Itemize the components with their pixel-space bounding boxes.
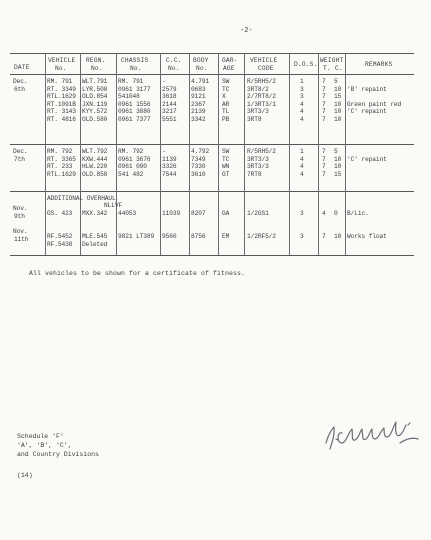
table-cell-t: 7 [322, 233, 326, 240]
table-cell-c: 10 [334, 233, 342, 240]
schedule-country: and Country Divisions [17, 451, 99, 458]
header-garage-age: AGE [223, 65, 235, 72]
table-cell-code: 1/2RF5/2 [247, 233, 276, 240]
table-cell-cc: 5551 [162, 116, 177, 123]
column-divider [244, 53, 245, 255]
header-body: BODY [193, 57, 209, 64]
table-cell-body: 7330 [191, 163, 206, 171]
header-chassis: CHASSIS [121, 57, 149, 64]
table-cell-body: 2367 [191, 100, 206, 108]
table-cell-chassis: 9821 LT389 [118, 233, 155, 240]
table-bottom-rule [10, 255, 414, 256]
table-cell-code: R/5RH5/2 [247, 78, 276, 85]
table-cell-dos: 3 [300, 85, 304, 93]
table-cell-regn: KYY.572 [82, 108, 108, 116]
table-cell-regn: MLE.545 [82, 233, 108, 240]
table-cell-cc: 7544 [162, 170, 177, 178]
table-cell-veh: RTL.1629 [47, 93, 76, 101]
table-cell-c: 15 [334, 170, 342, 178]
table-cell-code: 3RT8 [247, 116, 262, 123]
table-cell-regn: OLD.580 [82, 116, 108, 123]
table-cell-regn: JXN.119 [82, 100, 108, 108]
header-cc: C.C. [166, 57, 182, 64]
table-cell-body: 0683 [191, 85, 206, 93]
header-weight: WEIGHT [320, 57, 344, 64]
table-cell-code: 2/7RT8/2 [247, 93, 276, 101]
table-cell-c: 5 [334, 78, 338, 85]
header-chassis-no: No. [130, 65, 142, 72]
table-cell-dos: 4 [300, 116, 304, 123]
header-body-no: No. [196, 65, 208, 72]
table-cell-veh: RT. 3349 [47, 85, 76, 93]
table-cell-body: 4.792 [191, 148, 210, 155]
group-divider-rule [10, 144, 414, 145]
table-cell-code: 3RT3/3 [247, 108, 269, 116]
table-cell-rem: 'C' repaint [347, 155, 387, 163]
table-cell-regn: HLW.220 [82, 163, 108, 171]
table-cell-gar: TC [222, 155, 230, 163]
table-cell-veh: RM. 792 [47, 148, 73, 155]
table-cell-chassis: RM. 792 [118, 148, 144, 155]
column-divider [116, 53, 117, 255]
table-cell-c: 10 [334, 163, 342, 171]
table-cell-regn: WLT.792 [82, 148, 108, 155]
header-vehicle-code: VEHICLE [250, 57, 278, 64]
table-cell-t: 7 [322, 155, 326, 163]
row-date: Nov. [13, 228, 28, 235]
table-cell-chassis: 0961 3177 [118, 85, 151, 93]
table-cell-cc: 9560 [162, 233, 177, 240]
table-cell-t: 7 [322, 163, 326, 171]
table-cell-cc: 2144 [162, 100, 177, 108]
table-cell-body: 8756 [191, 233, 206, 240]
table-cell-t: 7 [322, 85, 326, 93]
table-cell-veh: RT. 3365 [47, 155, 76, 163]
header-weight-c: C. [335, 65, 343, 72]
table-cell-body: 8207 [191, 210, 206, 217]
row-date: Dec. [13, 148, 28, 155]
row-date: Dec. [13, 78, 28, 85]
table-cell-c: 10 [334, 85, 342, 93]
table-cell-t: 4 [322, 210, 326, 217]
table-cell-veh: GS. 423 [47, 210, 73, 217]
table-cell-chassis: 541048 [118, 93, 140, 101]
table-cell-body: 4.791 [191, 78, 210, 85]
table-cell-veh: RF.5452 [47, 233, 73, 240]
table-cell-c: 10 [334, 100, 342, 108]
table-cell-c: 15 [334, 93, 342, 101]
header-vehicle-no: No. [55, 65, 67, 72]
table-cell-gar: SW [222, 78, 230, 85]
schedule-divisions: 'A', 'B', 'C', [17, 442, 72, 449]
table-cell-gar: GT [222, 170, 230, 178]
table-cell-gar: SW [222, 148, 230, 155]
additional-heading: ADDITIONAL OVERHAUL [47, 195, 116, 202]
handwritten-signature [322, 407, 422, 457]
table-cell-rem: Green paint red [347, 100, 402, 108]
table-cell-regn: OLD.858 [82, 170, 108, 178]
table-cell-dos: 4 [300, 155, 304, 163]
table-cell-t: 7 [322, 148, 326, 155]
table-cell-gar: TC [222, 85, 230, 93]
column-divider [45, 53, 46, 255]
table-cell-c: 5 [334, 148, 338, 155]
row-date: Nov. [13, 205, 28, 212]
table-cell-dos: 1 [300, 148, 304, 155]
table-cell-cc: - [162, 148, 166, 155]
table-cell-dos: 1 [300, 78, 304, 85]
table-cell-regn: Deleted [82, 240, 108, 248]
table-cell-cc: 3217 [162, 108, 177, 116]
table-cell-regn: OLD.854 [82, 93, 108, 101]
table-cell-chassis: 0961 3880 [118, 108, 151, 116]
table-cell-code: 3RT8/2 [247, 85, 269, 93]
column-divider [80, 53, 81, 255]
header-vehicle: VEHICLE [48, 57, 76, 64]
table-cell-t: 7 [322, 170, 326, 178]
column-divider [318, 53, 319, 255]
column-divider [189, 53, 190, 255]
column-divider [289, 53, 290, 255]
table-cell-regn: WLT.791 [82, 78, 108, 85]
table-cell-dos: 4 [300, 163, 304, 171]
header-weight-t: T. [323, 65, 331, 72]
table-cell-chassis: RM. 791 [118, 78, 144, 85]
table-cell-t: 7 [322, 116, 326, 123]
table-cell-chassis: 0961 7377 [118, 116, 151, 123]
header-remarks: REMARKS [365, 61, 393, 68]
table-cell-code: 7RT8 [247, 170, 262, 178]
table-cell-veh: RF.5438 [47, 240, 73, 248]
table-cell-cc: 1139 [162, 155, 177, 163]
column-divider [345, 53, 346, 255]
table-top-rule [10, 53, 414, 54]
table-cell-dos: 4 [300, 170, 304, 178]
table-cell-c: 10 [334, 108, 342, 116]
table-cell-chassis: 541 482 [118, 170, 144, 178]
header-date: DATE [14, 64, 30, 71]
table-cell-rem: 'C' repaint [347, 108, 387, 116]
table-cell-t: 7 [322, 78, 326, 85]
table-cell-body: 9121 [191, 93, 206, 101]
table-cell-body: 3342 [191, 116, 206, 123]
table-cell-body: 3610 [191, 170, 206, 178]
table-cell-veh: RM. 791 [47, 78, 73, 85]
table-cell-body: 7349 [191, 155, 206, 163]
table-cell-rem: Works float [347, 233, 387, 240]
table-cell-gar: PB [222, 116, 230, 123]
table-cell-gar: WN [222, 163, 230, 171]
table-cell-code: R/5RH5/2 [247, 148, 276, 155]
table-cell-veh: RT. 233 [47, 163, 73, 171]
table-cell-dos: 3 [300, 233, 304, 240]
header-bottom-rule [10, 74, 414, 75]
table-cell-c: 10 [334, 155, 342, 163]
table-cell-c: 10 [334, 116, 342, 123]
column-divider [160, 53, 161, 255]
table-cell-gar: TL [222, 108, 230, 116]
schedule-title: Schedule 'F' [17, 433, 64, 440]
table-cell-cc: - [162, 78, 166, 85]
table-cell-code: 3RT3/3 [247, 163, 269, 171]
table-cell-code: 3RT3/3 [247, 155, 269, 163]
table-cell-body: 2139 [191, 108, 206, 116]
group-divider-rule [10, 191, 414, 192]
header-regn: REGN. [86, 57, 106, 64]
table-cell-cc: 3326 [162, 163, 177, 171]
table-cell-t: 7 [322, 100, 326, 108]
table-cell-dos: 3 [300, 210, 304, 217]
table-cell-veh: RTL.1629 [47, 170, 76, 178]
header-vehicle-code-code: CODE [258, 65, 274, 72]
header-regn-no: No. [91, 65, 103, 72]
table-cell-rem: B/Lic. [347, 210, 369, 217]
table-cell-cc: 2579 [162, 85, 177, 93]
table-cell-t: 7 [322, 108, 326, 116]
header-dos: D.O.S. [294, 61, 318, 68]
table-cell-code: 1/3RT3/1 [247, 100, 276, 108]
page-number: -2- [240, 27, 253, 35]
row-date: 6th [14, 85, 25, 93]
table-cell-gar: AR [222, 100, 230, 108]
table-cell-regn-note: NLLVF [104, 202, 123, 210]
footer-reference: (14) [17, 472, 33, 479]
table-cell-dos: 4 [300, 100, 304, 108]
table-cell-chassis: 0961 1556 [118, 100, 151, 108]
table-cell-cc: 3618 [162, 93, 177, 101]
table-cell-gar: X [222, 93, 226, 101]
fitness-note: All vehicles to be shown for a certificate of fitness. [29, 270, 246, 277]
table-cell-veh: RT. 4816 [47, 116, 76, 123]
table-cell-regn: LYR.508 [82, 85, 108, 93]
column-divider [218, 53, 219, 255]
table-cell-regn: MXX.342 [82, 210, 108, 217]
table-cell-regn: KXW.444 [82, 155, 108, 163]
table-cell-dos: 3 [300, 93, 304, 101]
table-cell-dos: 4 [300, 108, 304, 116]
header-cc-no: No. [168, 65, 180, 72]
table-cell-code: 1/2GS1 [247, 210, 269, 217]
row-date: 7th [14, 155, 25, 163]
table-cell-cc: 11039 [162, 210, 181, 217]
row-date: 11th [14, 235, 29, 243]
row-date: 9th [14, 212, 25, 220]
table-cell-veh: RT. 3143 [47, 108, 76, 116]
table-cell-c: 0 [334, 210, 338, 217]
table-cell-chassis: 0961 090 [118, 163, 147, 171]
table-cell-gar: GA [222, 210, 230, 217]
table-cell-gar: EM [222, 233, 230, 240]
table-cell-chassis: 0961 3676 [118, 155, 151, 163]
table-cell-rem: 'B' repaint [347, 85, 387, 93]
header-garage: GAR- [222, 57, 238, 64]
table-cell-veh: RT.1091B [47, 100, 76, 108]
table-cell-t: 7 [322, 93, 326, 101]
table-cell-chassis: 44053 [118, 210, 137, 217]
